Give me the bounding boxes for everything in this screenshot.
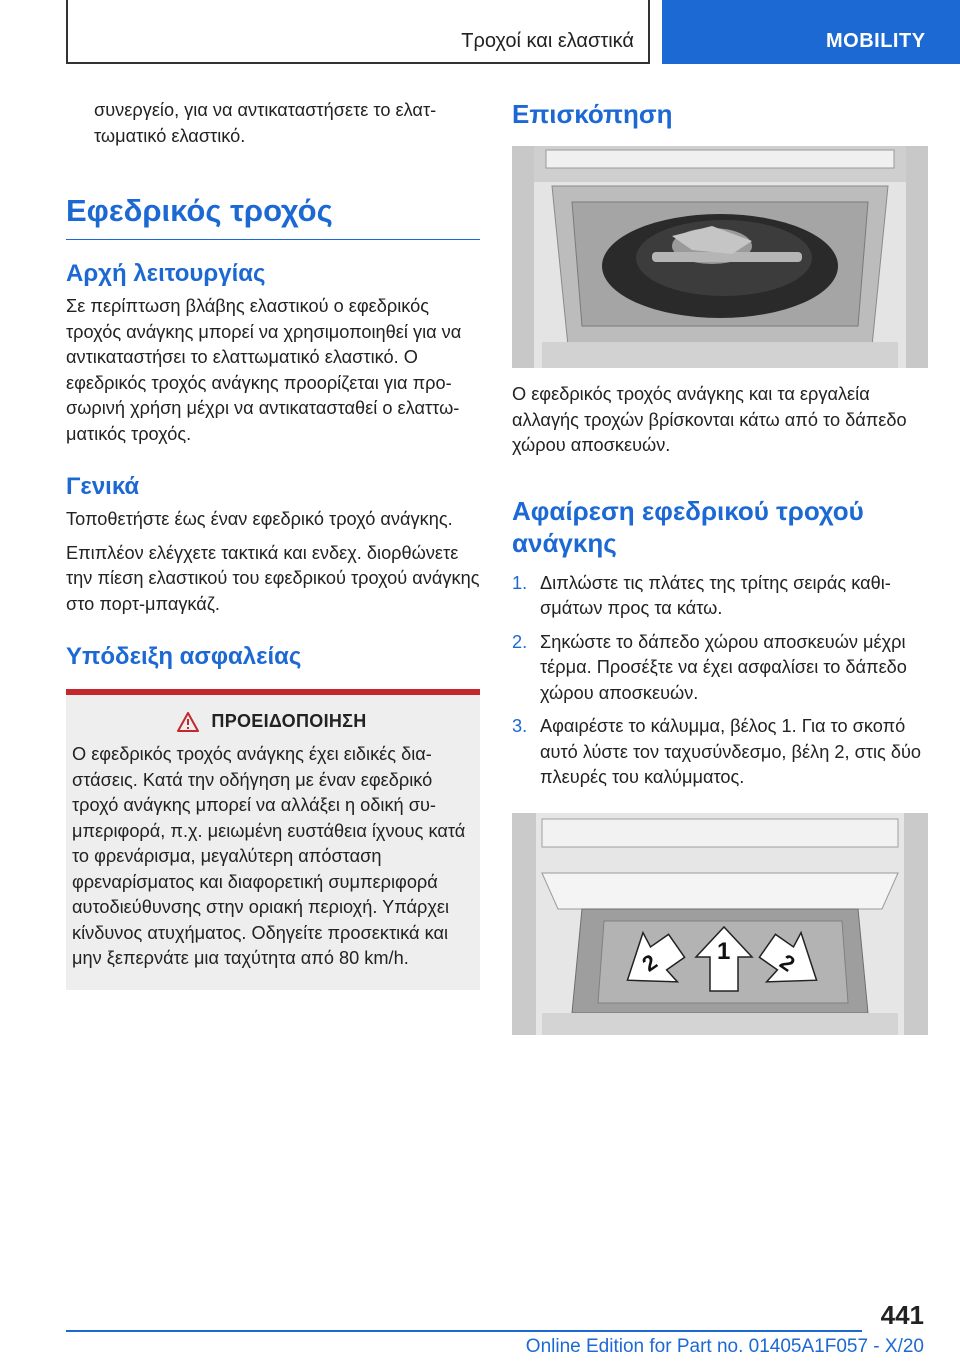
list-item xyxy=(512,630,928,707)
step-number: 3. xyxy=(512,716,528,736)
step-text: Σηκώστε το δάπεδο χώρου αποσκευών μέχρι τέρμα. Προσέξτε να έχει ασφαλίσει το δάπεδο χώρου αποσκευών. xyxy=(540,631,907,703)
heading-removal: Αφαίρεση εφεδρικού τροχού ανάγκης xyxy=(512,495,864,558)
page-number: 441 xyxy=(880,1300,924,1330)
heading-general: Γενικά xyxy=(66,473,140,500)
arrow-label: 1 xyxy=(717,937,731,965)
footer-divider xyxy=(66,1330,862,1332)
warning-header xyxy=(72,711,472,732)
warning-text: Ο εφεδρικός τροχός ανάγκης έχει ειδικές διαστάσεις. Κατά την οδήγηση με έναν εφεδρικό τροχό ανάγκης μπορεί να αλλάξει η οδική συμπεριφορά, π.χ. μειωμένη ευστάθεια ίχνους κατά το φρενάρισμα, μεγαλύτερη απόσταση φρεναρίσματος και διαφορετική συμπεριφορά αυτοδιεύθυνσης στην οριακή περιοχή. Υπάρχει κίνδυνος ατυχήματος. Οδηγείτε προσεκτικά και μην ξεπερνάτε μια ταχύτητα από 80 km/h. xyxy=(72,744,466,968)
figure-cover-removal xyxy=(512,813,928,1035)
step-text: Αφαιρέστε το κάλυμμα, βέλος 1. Για το σκοπό αυτό λύστε τον ταχυσύνδεσμο, βέλη 2, στις δύο πλευρές του καλύμματος. xyxy=(540,716,922,787)
step-text: Διπλώστε τις πλάτες της τρίτης σειράς καθισμάτων προς τα κάτω. xyxy=(540,572,891,618)
arrow-label: 2 xyxy=(637,948,662,977)
step-number: 2. xyxy=(512,631,528,652)
heading-spare-wheel: Εφεδρικός τροχός xyxy=(66,193,480,240)
chapter-title: Τροχοί και ελαστικά xyxy=(461,30,634,52)
right-column xyxy=(512,98,928,1035)
spare-wheel-compartment-illustration xyxy=(512,146,928,368)
intro-paragraph: συνεργείο, για να αντικαταστήσετε το ελαττωματικό ελαστικό. xyxy=(94,100,437,146)
arrow-label: 2 xyxy=(775,948,800,977)
figure-spare-wheel-overview xyxy=(512,146,928,368)
warning-title: ΠΡΟΕΙΔΟΠΟΙΗΣΗ xyxy=(211,711,367,731)
heading-overview: Επισκόπηση xyxy=(512,99,673,129)
header-chapter-box xyxy=(66,0,650,64)
list-item xyxy=(512,571,928,622)
footer-edition: Online Edition for Part no. 01405A1F057 - X/20 xyxy=(525,1336,924,1357)
general-paragraph-2: Επιπλέον ελέγχετε τακτικά και ενδεχ. διορθώνετε την πίεση ελαστικού του εφεδρικού τροχού ανάγκης στο πορτ-μπαγκάζ. xyxy=(66,542,480,614)
header-section-tab xyxy=(662,0,960,64)
section-title: MOBILITY xyxy=(826,30,926,52)
warning-box xyxy=(66,689,480,990)
list-item xyxy=(512,714,928,791)
heading-principle: Αρχή λειτουργίας xyxy=(66,260,266,287)
principle-paragraph: Σε περίπτωση βλάβης ελαστικού ο εφεδρικός τροχός ανάγκης μπορεί να χρησιμοποιηθεί για να αντικαταστήσει το ελαττωματικό ελαστικό. Ο εφεδρικός τροχός ανάγκης προορίζεται για προσωρινή χρήση μέχρι να αντικατασταθεί ο ελαττωματικός τροχός. xyxy=(66,296,462,444)
warning-triangle-icon xyxy=(177,712,199,732)
removal-steps xyxy=(512,571,928,791)
heading-safety: Υπόδειξη ασφαλείας xyxy=(66,643,302,670)
step-number: 1. xyxy=(512,572,528,593)
cover-removal-illustration xyxy=(512,813,928,1035)
overview-caption: Ο εφεδρικός τροχός ανάγκης και τα εργαλεία αλλαγής τροχών βρίσκονται κάτω από το δάπεδο χώρου αποσκευών. xyxy=(512,384,907,455)
general-paragraph-1: Τοποθετήστε έως έναν εφεδρικό τροχό ανάγκης. xyxy=(66,509,453,529)
left-column xyxy=(66,98,480,990)
